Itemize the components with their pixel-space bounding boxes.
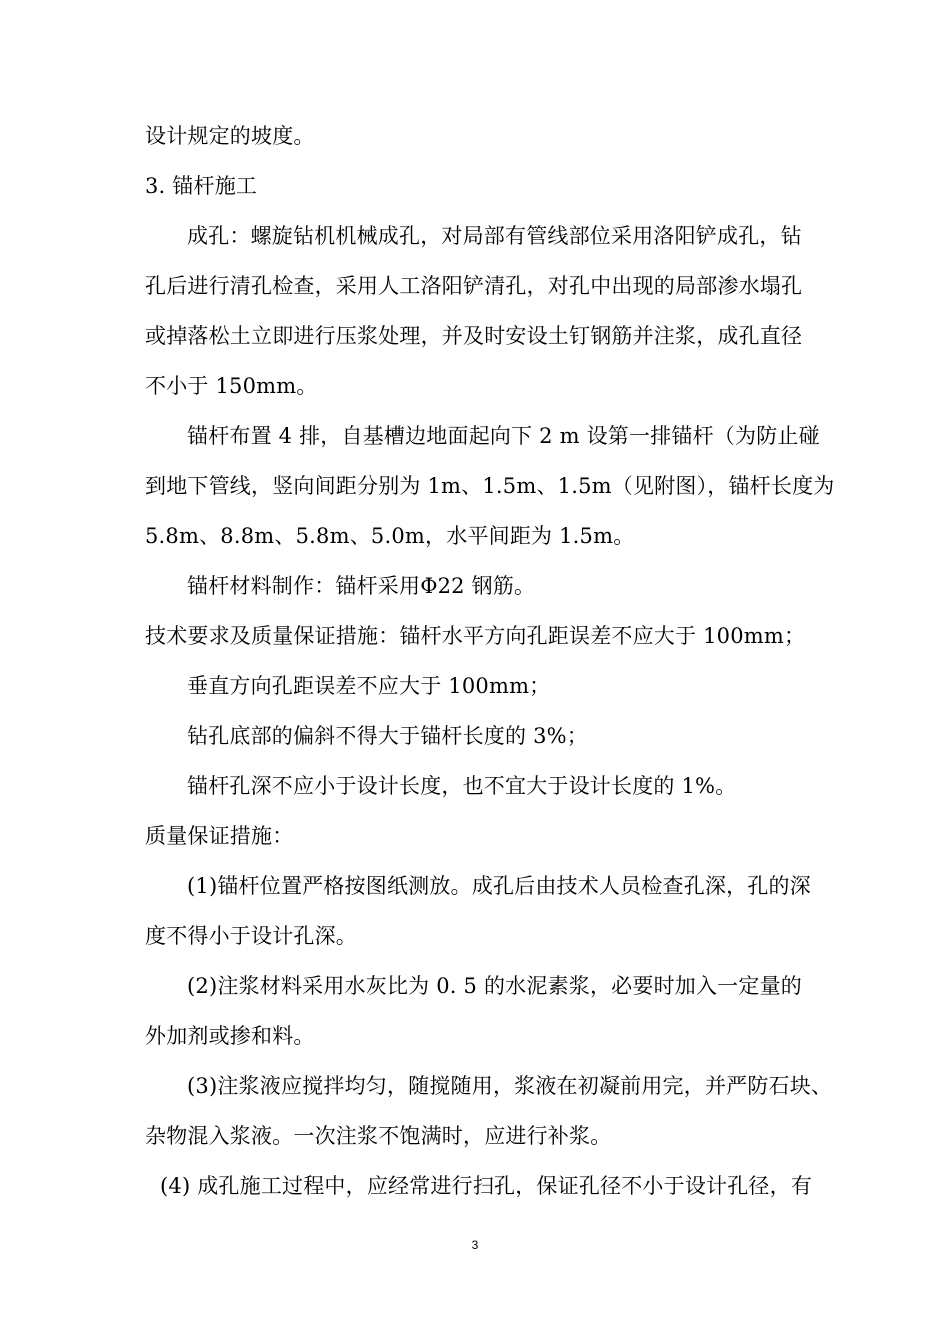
text-line: 孔后进行清孔检查，采用人工洛阳铲清孔，对孔中出现的局部渗水塌孔 [145,274,803,298]
text-line: 垂直方向孔距误差不应大于 100mm； [187,674,551,698]
section-heading: 3. 锚杆施工 [145,174,258,198]
list-item: (2)注浆材料采用水灰比为 0. 5 的水泥素浆，必要时加入一定量的 [187,974,802,998]
text-line: 成孔：螺旋钻机机械成孔，对局部有管线部位采用洛阳铲成孔，钻 [187,224,802,248]
text-line: 锚杆孔深不应小于设计长度，也不宜大于设计长度的 1%。 [187,774,737,798]
text-line: 杂物混入浆液。一次注浆不饱满时，应进行补浆。 [145,1124,612,1148]
text-line: 质量保证措施： [145,824,294,848]
text-line: 5.8m、8.8m、5.8m、5.0m，水平间距为 1.5m。 [145,524,635,548]
text-line: 技术要求及质量保证措施：锚杆水平方向孔距误差不应大于 100mm； [145,624,806,648]
text-line: 不小于 150mm。 [145,374,318,398]
text-line: 到地下管线，竖向间距分别为 1m、1.5m、1.5m（见附图），锚杆长度为 [145,474,835,498]
text-line: 度不得小于设计孔深。 [145,924,357,948]
page-number: 3 [471,1238,479,1252]
text-line: 设计规定的坡度。 [145,124,315,148]
list-item: (3)注浆液应搅拌均匀，随搅随用，浆液在初凝前用完，并严防石块、 [187,1074,833,1098]
text-line: 锚杆材料制作：锚杆采用Φ22 钢筋。 [187,574,536,598]
text-line: 或掉落松土立即进行压浆处理，并及时安设土钉钢筋并注浆，成孔直径 [145,324,803,348]
text-line: 外加剂或掺和料。 [145,1024,315,1048]
list-item: (1)锚杆位置严格按图纸测放。成孔后由技术人员检查孔深，孔的深 [187,874,811,898]
text-line: 钻孔底部的偏斜不得大于锚杆长度的 3%； [187,724,588,748]
text-line: 锚杆布置 4 排，自基槽边地面起向下 2 m 设第一排锚杆（为防止碰 [187,424,820,448]
list-item: (4) 成孔施工过程中，应经常进行扫孔，保证孔径不小于设计孔径，有 [160,1174,813,1198]
